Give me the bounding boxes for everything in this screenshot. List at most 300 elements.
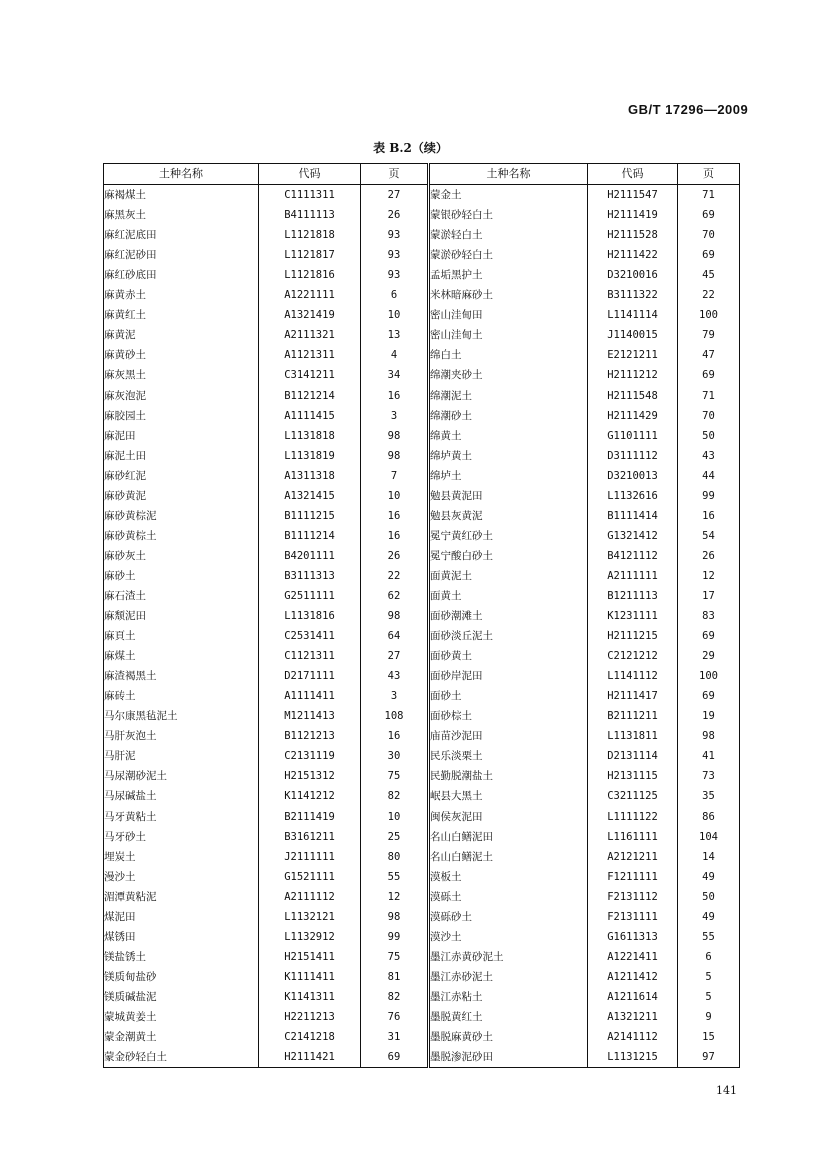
soil-name-cell: 面砂岸泥田	[429, 666, 588, 686]
page-cell: 98	[361, 426, 429, 446]
code-cell: A1321415	[259, 486, 361, 506]
page-cell: 99	[702, 489, 715, 502]
page-cell: 9	[705, 1010, 712, 1023]
soil-name-cell: 麻泥土田	[104, 446, 259, 466]
soil-name-cell: 镁质碱盐泥	[104, 987, 259, 1007]
table-row	[104, 907, 740, 927]
soil-name-cell: 勉县灰黄泥	[429, 506, 588, 526]
soil-name-cell: 麻砂土	[104, 566, 259, 586]
code-cell: H2111528	[588, 225, 678, 245]
soil-name-cell: 麻黄红土	[104, 305, 259, 325]
page-cell: 10	[361, 807, 429, 827]
page-cell: 71	[702, 189, 715, 202]
soil-name-cell: 绵潮砂土	[429, 406, 588, 426]
code-cell: A1121311	[259, 345, 361, 365]
page-cell: 17	[702, 590, 715, 602]
code-cell: J1140015	[588, 325, 678, 345]
code-cell: B2111211	[588, 706, 678, 726]
soil-name-cell: 民乐淡栗土	[429, 746, 588, 766]
table-row	[104, 786, 740, 806]
page-cell: 10	[361, 305, 429, 325]
table-row	[104, 947, 740, 967]
code-cell: B4201111	[259, 546, 361, 566]
page-cell: 69	[702, 249, 715, 262]
soil-name-cell: 面黄土	[429, 586, 588, 606]
soil-name-cell: 麻石渣土	[104, 586, 259, 606]
code-cell: B1211113	[588, 586, 678, 606]
soil-name-cell: 麻煤土	[104, 646, 259, 666]
soil-name-cell: 麻砂黄棕泥	[104, 506, 259, 526]
code-cell: L1131215	[588, 1047, 678, 1068]
code-cell: A2111112	[259, 887, 361, 907]
page-cell: 43	[702, 449, 715, 462]
table-row	[104, 526, 740, 546]
code-cell: L1131818	[259, 426, 361, 446]
table-row	[104, 1007, 740, 1027]
soil-name-cell: 蒙银砂轻白土	[429, 205, 588, 225]
soil-name-cell: 面黄泥土	[429, 566, 588, 586]
code-cell: A1221111	[259, 285, 361, 305]
column-header: 土种名称	[429, 164, 588, 185]
table-row	[104, 325, 740, 345]
code-cell: D3210013	[588, 466, 678, 486]
code-cell: L1121817	[259, 245, 361, 265]
code-cell: H2111212	[588, 365, 678, 385]
page-cell: 25	[361, 827, 429, 847]
table-row	[104, 406, 740, 426]
code-cell: H2151312	[259, 766, 361, 786]
code-cell: L1131811	[588, 726, 678, 746]
soil-name-cell: 麻渣褐黑土	[104, 666, 259, 686]
soil-name-cell: 漫沙土	[104, 867, 259, 887]
soil-name-cell: 麻砂黄棕土	[104, 526, 259, 546]
soil-name-cell: 煤锈田	[104, 927, 259, 947]
page-cell: 82	[361, 786, 429, 806]
page-cell: 76	[361, 1007, 429, 1027]
code-cell: H2111547	[588, 185, 678, 206]
code-cell: L1121816	[259, 265, 361, 285]
soil-name-cell: 米林暗麻砂土	[429, 285, 588, 305]
page-cell: 75	[361, 947, 429, 967]
page-cell: 69	[702, 630, 715, 643]
page-cell: 49	[702, 870, 715, 883]
page-cell: 50	[702, 429, 715, 442]
table-row	[104, 987, 740, 1007]
soil-name-cell: 绵潮夹砂土	[429, 365, 588, 385]
table-row	[104, 847, 740, 867]
soil-name-cell: 麻黑灰土	[104, 205, 259, 225]
code-cell: L1141114	[588, 305, 678, 325]
page-cell: 16	[361, 386, 429, 406]
page-cell: 12	[702, 569, 715, 582]
soil-name-cell: 煤泥田	[104, 907, 259, 927]
table-row	[104, 706, 740, 726]
code-cell: H2111417	[588, 686, 678, 706]
code-cell: A1211412	[588, 967, 678, 987]
table-row	[104, 205, 740, 225]
soil-name-cell: 名山白鳝泥田	[429, 827, 588, 847]
code-cell: A2121211	[588, 847, 678, 867]
page-cell: 86	[702, 810, 715, 823]
table-row	[104, 566, 740, 586]
soil-name-cell: 麻泥田	[104, 426, 259, 446]
soil-name-cell: 面砂黄土	[429, 646, 588, 666]
table-row	[104, 386, 740, 406]
page-cell: 35	[702, 790, 715, 803]
soil-name-cell: 墨脱渗泥砂田	[429, 1047, 588, 1068]
code-cell: H2111215	[588, 626, 678, 646]
code-cell: L1111122	[588, 807, 678, 827]
code-cell: A1211614	[588, 987, 678, 1007]
table-row	[104, 867, 740, 887]
page-cell: 26	[361, 546, 429, 566]
table-row	[104, 666, 740, 686]
soil-name-cell: 墨江赤粘土	[429, 987, 588, 1007]
table-row	[104, 1027, 740, 1047]
code-cell: L1141112	[588, 666, 678, 686]
page-cell: 83	[702, 610, 715, 623]
page-cell: 100	[699, 309, 718, 322]
page-cell: 16	[361, 526, 429, 546]
table-row	[104, 426, 740, 446]
code-cell: F1211111	[588, 867, 678, 887]
page-cell: 80	[361, 847, 429, 867]
table-row	[104, 365, 740, 385]
soil-name-cell: 漠砾砂土	[429, 907, 588, 927]
code-cell: F2131112	[588, 887, 678, 907]
soil-name-cell: 马肝泥	[104, 746, 259, 766]
page-cell: 16	[361, 726, 429, 746]
soil-name-cell: 密山洼甸土	[429, 325, 588, 345]
page-cell: 30	[361, 746, 429, 766]
soil-name-cell: 绵白土	[429, 345, 588, 365]
code-cell: B3161211	[259, 827, 361, 847]
soil-name-cell: 麻黄砂土	[104, 345, 259, 365]
soil-name-cell: 蒙城黄姜土	[104, 1007, 259, 1027]
code-cell: D3111112	[588, 446, 678, 466]
page-cell: 4	[361, 345, 429, 365]
page-cell: 108	[361, 706, 429, 726]
soil-name-cell: 麻红泥底田	[104, 225, 259, 245]
code-cell: L1132616	[588, 486, 678, 506]
code-cell: B3111313	[259, 566, 361, 586]
soil-name-cell: 冕宁酸白砂土	[429, 546, 588, 566]
page-cell: 93	[361, 225, 429, 245]
page-cell: 93	[361, 265, 429, 285]
soil-name-cell: 墨脱麻黄砂土	[429, 1027, 588, 1047]
code-cell: K1141311	[259, 987, 361, 1007]
soil-name-cell: 湄潭黄粘泥	[104, 887, 259, 907]
soil-name-cell: 绵垆黄土	[429, 446, 588, 466]
page-cell: 3	[361, 686, 429, 706]
soil-name-cell: 麻砂黄泥	[104, 486, 259, 506]
soil-name-cell: 绵黄土	[429, 426, 588, 446]
page-cell: 15	[702, 1031, 715, 1044]
page-cell: 70	[702, 409, 715, 422]
soil-name-cell: 马牙砂土	[104, 827, 259, 847]
code-cell: H2111422	[588, 245, 678, 265]
table-row	[104, 546, 740, 566]
page-cell: 41	[702, 750, 715, 763]
page-cell: 27	[361, 185, 429, 206]
code-cell: A1221411	[588, 947, 678, 967]
code-cell: L1161111	[588, 827, 678, 847]
soil-name-cell: 冕宁黄红砂土	[429, 526, 588, 546]
table-row	[104, 245, 740, 265]
page-cell: 69	[702, 369, 715, 382]
table-body	[104, 185, 740, 1068]
soil-name-cell: 镁质甸盐砂	[104, 967, 259, 987]
page-cell: 43	[361, 666, 429, 686]
soil-name-cell: 绵潮泥土	[429, 386, 588, 406]
soil-name-cell: 蒙淤砂轻白土	[429, 245, 588, 265]
code-cell: A2111321	[259, 325, 361, 345]
soil-name-cell: 马尔康黑毡泥土	[104, 706, 259, 726]
table-row	[104, 827, 740, 847]
code-cell: B1121213	[259, 726, 361, 746]
soil-name-cell: 民勤脱潮盐土	[429, 766, 588, 786]
table-row	[104, 766, 740, 786]
table-row	[104, 626, 740, 646]
column-header: 土种名称	[104, 164, 259, 185]
standard-code: GB/T 17296—2009	[628, 102, 749, 117]
page-cell: 69	[361, 1047, 429, 1068]
page-cell: 62	[361, 586, 429, 606]
code-cell: C1121311	[259, 646, 361, 666]
page-cell: 7	[361, 466, 429, 486]
table-row	[104, 807, 740, 827]
soil-name-cell: 绵垆土	[429, 466, 588, 486]
column-header: 代码	[259, 164, 361, 185]
code-cell: B1111414	[588, 506, 678, 526]
page-cell: 79	[702, 329, 715, 342]
soil-name-cell: 蒙金砂轻白土	[104, 1047, 259, 1068]
page-cell: 6	[705, 950, 712, 963]
code-cell: A1111411	[259, 686, 361, 706]
page-cell: 98	[702, 730, 715, 743]
page-cell: 98	[361, 907, 429, 927]
page-cell: 70	[702, 229, 715, 242]
code-cell: H2151411	[259, 947, 361, 967]
code-cell: L1132121	[259, 907, 361, 927]
code-cell: D3210016	[588, 265, 678, 285]
page-cell: 19	[702, 710, 715, 723]
table-row	[104, 887, 740, 907]
code-cell: G1521111	[259, 867, 361, 887]
code-cell: C2531411	[259, 626, 361, 646]
page-cell: 55	[361, 867, 429, 887]
page-cell: 13	[361, 325, 429, 345]
page-cell: 82	[361, 987, 429, 1007]
table-row	[104, 606, 740, 626]
code-cell: H2211213	[259, 1007, 361, 1027]
page-cell: 26	[361, 205, 429, 225]
table-row	[104, 746, 740, 766]
soil-name-cell: 马尿潮砂泥土	[104, 766, 259, 786]
page-cell: 100	[699, 670, 718, 683]
table-row	[104, 927, 740, 947]
page-number: 141	[716, 1084, 737, 1097]
soil-name-cell: 麻黄赤土	[104, 285, 259, 305]
code-cell: B1111214	[259, 526, 361, 546]
soil-name-cell: 漠砾土	[429, 887, 588, 907]
table-row	[104, 265, 740, 285]
soil-name-cell: 墨江赤黄砂泥土	[429, 947, 588, 967]
code-cell: C2121212	[588, 646, 678, 666]
code-cell: A2111111	[588, 566, 678, 586]
code-cell: L1132912	[259, 927, 361, 947]
code-cell: H2131115	[588, 766, 678, 786]
code-cell: C3211125	[588, 786, 678, 806]
code-cell: H2111429	[588, 406, 678, 426]
page-cell: 81	[361, 967, 429, 987]
page-cell: 71	[702, 389, 715, 402]
table-row	[104, 466, 740, 486]
soil-name-cell: 漠沙土	[429, 927, 588, 947]
soil-name-cell: 埋炭土	[104, 847, 259, 867]
column-header: 代码	[588, 164, 678, 185]
code-cell: C1111311	[259, 185, 361, 206]
table-row	[104, 446, 740, 466]
page-cell: 69	[702, 209, 715, 222]
page-cell: 55	[702, 930, 715, 943]
code-cell: C2131119	[259, 746, 361, 766]
soil-name-cell: 麻褐煤土	[104, 185, 259, 206]
code-cell: E2121211	[588, 345, 678, 365]
table-row	[104, 285, 740, 305]
page-cell: 104	[699, 830, 718, 843]
code-cell: A1321211	[588, 1007, 678, 1027]
page-cell: 22	[702, 289, 715, 302]
soil-name-cell: 麻颓泥田	[104, 606, 259, 626]
soil-name-cell: 镁盐锈土	[104, 947, 259, 967]
page-cell: 10	[361, 486, 429, 506]
page-cell: 45	[702, 269, 715, 282]
code-cell: A1311318	[259, 466, 361, 486]
soil-name-cell: 面砂土	[429, 686, 588, 706]
code-cell: A1111415	[259, 406, 361, 426]
table-row	[104, 185, 740, 206]
table-header	[104, 164, 740, 185]
soil-name-cell: 密山洼甸田	[429, 305, 588, 325]
soil-name-cell: 麻砂灰土	[104, 546, 259, 566]
page-cell: 26	[702, 549, 715, 562]
code-cell: C3141211	[259, 365, 361, 385]
table-row	[104, 726, 740, 746]
soil-name-cell: 墨脱黄红土	[429, 1007, 588, 1027]
code-cell: H2111421	[259, 1047, 361, 1068]
soil-name-cell: 蒙淤轻白土	[429, 225, 588, 245]
soil-name-cell: 勉县黄泥田	[429, 486, 588, 506]
soil-name-cell: 漠板土	[429, 867, 588, 887]
code-cell: B4121112	[588, 546, 678, 566]
code-cell: B1121214	[259, 386, 361, 406]
page-cell: 22	[361, 566, 429, 586]
code-cell: K1141212	[259, 786, 361, 806]
code-cell: G1611313	[588, 927, 678, 947]
code-cell: L1121818	[259, 225, 361, 245]
table-row	[104, 967, 740, 987]
soil-name-cell: 麻胶园土	[104, 406, 259, 426]
table-row	[104, 1047, 740, 1068]
page-cell: 31	[361, 1027, 429, 1047]
page-cell: 12	[361, 887, 429, 907]
code-cell: H2111419	[588, 205, 678, 225]
code-cell: M1211413	[259, 706, 361, 726]
code-cell: A2141112	[588, 1027, 678, 1047]
code-cell: A1321419	[259, 305, 361, 325]
code-cell: B2111419	[259, 807, 361, 827]
soil-name-cell: 麻砖土	[104, 686, 259, 706]
code-cell: C2141218	[259, 1027, 361, 1047]
code-cell: H2111548	[588, 386, 678, 406]
page-cell: 98	[361, 446, 429, 466]
column-header: 页	[678, 164, 740, 185]
soil-name-cell: 闽侯灰泥田	[429, 807, 588, 827]
code-cell: D2131114	[588, 746, 678, 766]
page-cell: 14	[702, 850, 715, 863]
soil-name-cell: 蒙金潮黄土	[104, 1027, 259, 1047]
code-cell: L1131819	[259, 446, 361, 466]
table-title: 表 B.2（续）	[373, 141, 448, 155]
table-row	[104, 686, 740, 706]
soil-name-cell: 面砂潮滩土	[429, 606, 588, 626]
code-cell: F2131111	[588, 907, 678, 927]
code-cell: J2111111	[259, 847, 361, 867]
page-cell: 47	[702, 349, 715, 362]
soil-name-cell: 马肝灰泡土	[104, 726, 259, 746]
page-cell: 93	[361, 245, 429, 265]
page-cell: 54	[702, 529, 715, 542]
page-cell: 27	[361, 646, 429, 666]
soil-name-cell: 麻黄泥	[104, 325, 259, 345]
page-cell: 97	[702, 1051, 715, 1064]
soil-name-cell: 名山白鳝泥土	[429, 847, 588, 867]
table-row	[104, 586, 740, 606]
code-cell: K1231111	[588, 606, 678, 626]
soil-index-table	[103, 163, 740, 1068]
page-cell: 64	[361, 626, 429, 646]
page-cell: 49	[702, 910, 715, 923]
code-cell: B3111322	[588, 285, 678, 305]
soil-name-cell: 马尿碱盐土	[104, 786, 259, 806]
page-cell: 5	[705, 990, 712, 1003]
code-cell: D2171111	[259, 666, 361, 686]
soil-name-cell: 麻頁土	[104, 626, 259, 646]
soil-name-cell: 面砂淡丘泥土	[429, 626, 588, 646]
soil-name-cell: 面砂棕土	[429, 706, 588, 726]
code-cell: K1111411	[259, 967, 361, 987]
soil-name-cell: 麻灰泡泥	[104, 386, 259, 406]
page-cell: 44	[702, 469, 715, 482]
page-cell: 75	[361, 766, 429, 786]
table-row	[104, 486, 740, 506]
code-cell: B4111113	[259, 205, 361, 225]
column-header: 页	[361, 164, 429, 185]
page-cell: 34	[361, 365, 429, 385]
soil-name-cell: 麻红泥砂田	[104, 245, 259, 265]
table-row	[104, 305, 740, 325]
code-cell: L1131816	[259, 606, 361, 626]
soil-name-cell: 蒙金土	[429, 185, 588, 206]
page-cell: 5	[705, 970, 712, 983]
page-cell: 16	[361, 506, 429, 526]
table-row	[104, 345, 740, 365]
soil-name-cell: 麻砂红泥	[104, 466, 259, 486]
code-cell: G1101111	[588, 426, 678, 446]
page-cell: 99	[361, 927, 429, 947]
soil-name-cell: 墨江赤砂泥土	[429, 967, 588, 987]
